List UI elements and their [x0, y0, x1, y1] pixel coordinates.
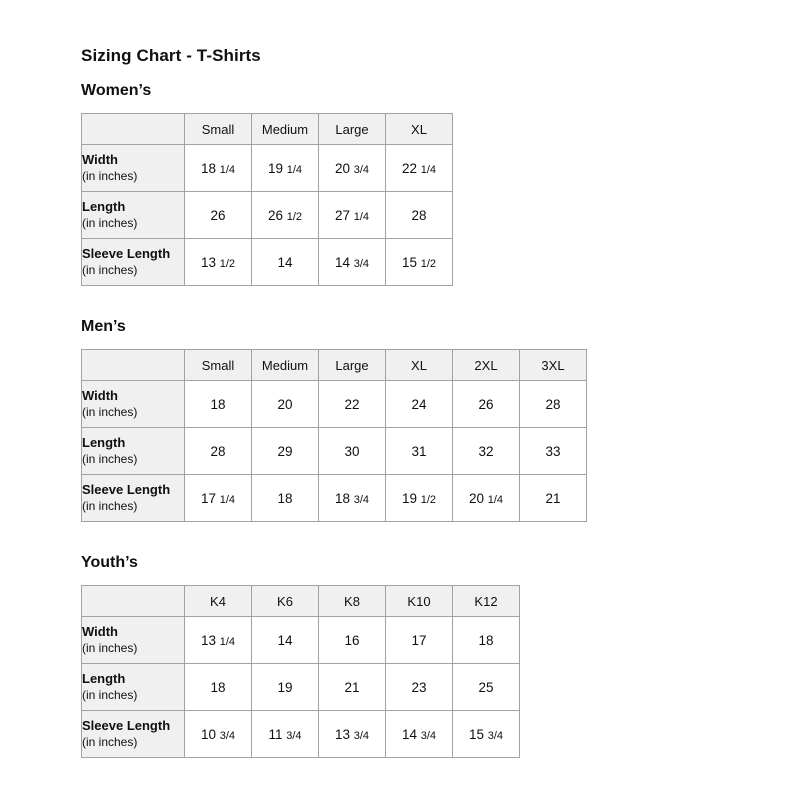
size-value-cell: 14 3/4 — [386, 711, 453, 758]
size-value-cell: 28 — [386, 192, 453, 239]
size-value-cell: 26 — [185, 192, 252, 239]
column-header-small: Small — [185, 350, 252, 381]
size-value-cell: 18 3/4 — [319, 475, 386, 522]
size-value-cell: 22 1/4 — [386, 145, 453, 192]
corner-cell — [82, 114, 185, 145]
size-value-cell: 13 3/4 — [319, 711, 386, 758]
row-label-cell — [82, 192, 185, 239]
row-label-cell — [82, 617, 185, 664]
table-row-width — [82, 617, 520, 664]
column-header-large: Large — [319, 350, 386, 381]
row-unit-text: (in inches) — [82, 734, 138, 749]
size-value-cell: 13 1/4 — [185, 617, 252, 664]
size-value-cell: 23 — [386, 664, 453, 711]
section-title-womens: Women’s — [81, 82, 152, 99]
fraction-text: 1/4 — [286, 163, 303, 176]
section-title-youths: Youth’s — [81, 554, 138, 571]
sizing-tables-container — [81, 83, 800, 758]
size-value-cell: 24 — [386, 381, 453, 428]
fraction-text: 3/4 — [353, 729, 370, 742]
column-header-k4: K4 — [185, 586, 252, 617]
size-value-cell: 15 1/2 — [386, 239, 453, 286]
fraction-text: 3/4 — [353, 493, 370, 506]
size-value-cell: 20 1/4 — [453, 475, 520, 522]
fraction-text: 1/2 — [420, 257, 437, 270]
size-value-cell: 18 — [453, 617, 520, 664]
column-header-medium: Medium — [252, 350, 319, 381]
size-value-cell: 14 — [252, 617, 319, 664]
size-value-cell: 19 1/4 — [252, 145, 319, 192]
row-label-cell — [82, 711, 185, 758]
fraction-text: 1/4 — [420, 163, 437, 176]
fraction-text: 3/4 — [420, 729, 437, 742]
fraction-text: 1/4 — [353, 210, 370, 223]
column-header-xl: XL — [386, 114, 453, 145]
size-value-cell: 18 — [185, 381, 252, 428]
row-unit-text: (in inches) — [82, 168, 138, 183]
size-value-cell: 13 1/2 — [185, 239, 252, 286]
table-row-length — [82, 192, 453, 239]
column-header-k10: K10 — [386, 586, 453, 617]
size-value-cell: 25 — [453, 664, 520, 711]
row-unit-text: (in inches) — [82, 640, 138, 655]
sizing-table-mens — [81, 349, 587, 522]
fraction-text: 3/4 — [219, 729, 236, 742]
row-label-cell — [82, 239, 185, 286]
size-value-cell: 28 — [185, 428, 252, 475]
sizing-section-womens — [81, 83, 800, 286]
column-header-xl: XL — [386, 350, 453, 381]
header-row — [82, 586, 520, 617]
row-label-cell — [82, 145, 185, 192]
fraction-text: 1/4 — [487, 493, 504, 506]
size-value-cell: 18 1/4 — [185, 145, 252, 192]
sizing-section-youths — [81, 555, 800, 758]
row-label-cell — [82, 381, 185, 428]
size-value-cell: 28 — [520, 381, 587, 428]
column-header-2xl: 2XL — [453, 350, 520, 381]
fraction-text: 1/2 — [219, 257, 236, 270]
size-value-cell: 19 1/2 — [386, 475, 453, 522]
header-row — [82, 350, 587, 381]
size-value-cell: 17 — [386, 617, 453, 664]
table-row-width — [82, 381, 587, 428]
row-label-text: Sleeve Length — [82, 245, 171, 261]
corner-cell — [82, 586, 185, 617]
page-title: Sizing Chart - T-Shirts — [81, 46, 261, 65]
row-label-cell — [82, 428, 185, 475]
size-value-cell: 18 — [185, 664, 252, 711]
size-value-cell: 20 — [252, 381, 319, 428]
row-label-text: Length — [82, 670, 126, 686]
row-label-text: Width — [82, 387, 118, 403]
size-value-cell: 19 — [252, 664, 319, 711]
fraction-text: 3/4 — [286, 729, 302, 742]
fraction-text: 3/4 — [353, 257, 370, 270]
size-value-cell: 21 — [520, 475, 587, 522]
fraction-text: 3/4 — [353, 163, 370, 176]
table-row-width — [82, 145, 453, 192]
row-unit-text: (in inches) — [82, 215, 138, 230]
row-unit-text: (in inches) — [82, 498, 138, 513]
column-header-small: Small — [185, 114, 252, 145]
size-value-cell: 16 — [319, 617, 386, 664]
corner-cell — [82, 350, 185, 381]
fraction-text: 1/2 — [420, 493, 437, 506]
fraction-text: 1/4 — [219, 635, 236, 648]
size-value-cell: 29 — [252, 428, 319, 475]
column-header-medium: Medium — [252, 114, 319, 145]
fraction-text: 1/4 — [219, 493, 236, 506]
row-unit-text: (in inches) — [82, 262, 138, 277]
size-value-cell: 14 3/4 — [319, 239, 386, 286]
header-row — [82, 114, 453, 145]
row-label-cell — [82, 475, 185, 522]
fraction-text: 3/4 — [487, 729, 504, 742]
table-row-sleeve-length — [82, 711, 520, 758]
row-label-text: Length — [82, 434, 126, 450]
column-header-k8: K8 — [319, 586, 386, 617]
table-row-sleeve-length — [82, 475, 587, 522]
size-value-cell: 31 — [386, 428, 453, 475]
table-row-length — [82, 664, 520, 711]
row-label-cell — [82, 664, 185, 711]
size-value-cell: 11 3/4 — [252, 711, 319, 758]
size-value-cell: 10 3/4 — [185, 711, 252, 758]
sizing-section-mens — [81, 319, 800, 522]
size-value-cell: 14 — [252, 239, 319, 286]
size-value-cell: 21 — [319, 664, 386, 711]
table-row-sleeve-length — [82, 239, 453, 286]
column-header-k12: K12 — [453, 586, 520, 617]
size-value-cell: 26 1/2 — [252, 192, 319, 239]
size-value-cell: 32 — [453, 428, 520, 475]
section-title-mens: Men’s — [81, 318, 126, 335]
size-value-cell: 26 — [453, 381, 520, 428]
sizing-table-youths — [81, 585, 520, 758]
fraction-text: 1/2 — [286, 210, 303, 223]
column-header-large: Large — [319, 114, 386, 145]
row-label-text: Width — [82, 623, 118, 639]
row-unit-text: (in inches) — [82, 404, 138, 419]
row-unit-text: (in inches) — [82, 687, 138, 702]
table-row-length — [82, 428, 587, 475]
row-unit-text: (in inches) — [82, 451, 138, 466]
size-value-cell: 15 3/4 — [453, 711, 520, 758]
size-value-cell: 20 3/4 — [319, 145, 386, 192]
size-value-cell: 30 — [319, 428, 386, 475]
row-label-text: Length — [82, 198, 126, 214]
row-label-text: Sleeve Length — [82, 717, 171, 733]
size-value-cell: 33 — [520, 428, 587, 475]
row-label-text: Width — [82, 151, 118, 167]
sizing-table-womens — [81, 113, 453, 286]
fraction-text: 1/4 — [219, 163, 236, 176]
size-value-cell: 17 1/4 — [185, 475, 252, 522]
column-header-3xl: 3XL — [520, 350, 587, 381]
row-label-text: Sleeve Length — [82, 481, 171, 497]
size-value-cell: 18 — [252, 475, 319, 522]
size-value-cell: 27 1/4 — [319, 192, 386, 239]
size-value-cell: 22 — [319, 381, 386, 428]
column-header-k6: K6 — [252, 586, 319, 617]
